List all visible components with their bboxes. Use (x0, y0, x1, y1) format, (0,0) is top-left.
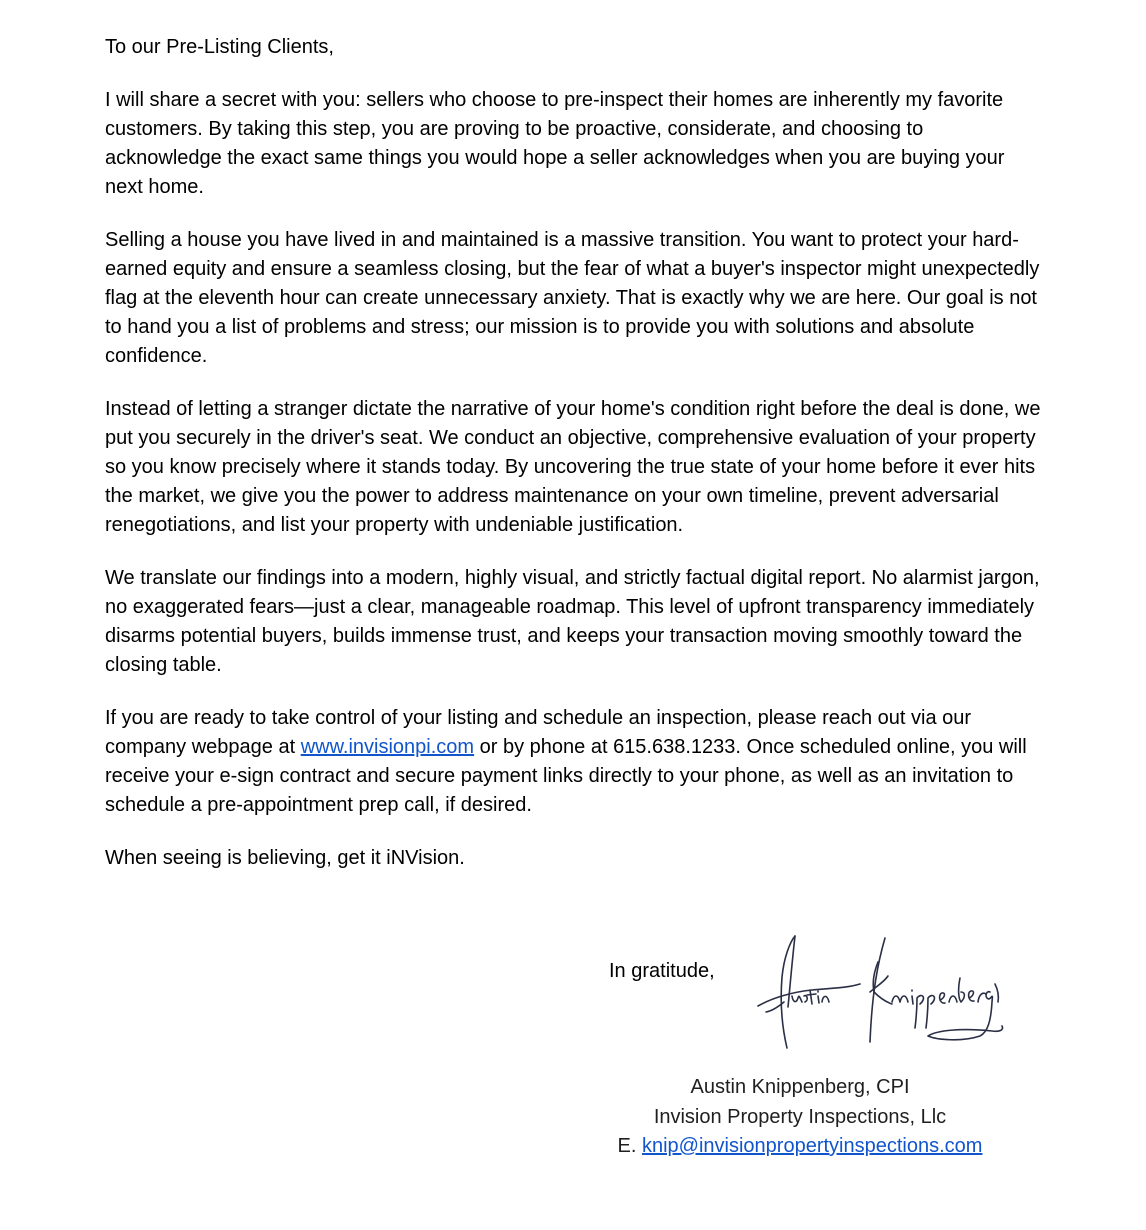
handwritten-signature (752, 932, 1012, 1054)
contact-text-before-link: If you are ready to take control of your listing and schedule an inspection, please reach out via our company webpage at (105, 707, 972, 758)
salutation: To our Pre-Listing Clients, (105, 36, 334, 58)
contact-text-after-link: or by phone at 615.638.1233. Once scheduled online, you will receive your e-sign contract and secure payment links directly to your phone, as well as an invitation to schedule a pre-appointment prep call, if desired. (105, 736, 1027, 816)
paragraph-report: We translate our findings into a modern, highly visual, and strictly factual digital report. No alarmist jargon, no exaggerated fears—just a clear, manageable roadmap. This level of upfront transparency immediately disarms potential buyers, builds immense trust, and keeps your transaction moving smoothly toward the closing table. (105, 567, 1040, 676)
signer-email-line (560, 1132, 1040, 1162)
closing-text: In gratitude, (609, 960, 715, 982)
signature-block (560, 1073, 1040, 1162)
website-link[interactable]: www.invisionpi.com (300, 736, 475, 758)
paragraph-tagline: When seeing is believing, get it iNVision. (105, 847, 465, 869)
paragraph-intro: I will share a secret with you: sellers who choose to pre-inspect their homes are inherently my favorite customers. By taking this step, you are proving to be proactive, considerate, and choosing to acknowledge the exact same things you would hope a seller acknowledges when you are buying your next home. (105, 89, 1005, 198)
letter-body (105, 33, 1045, 897)
paragraph-contact (105, 704, 1045, 820)
signer-company: Invision Property Inspections, Llc (653, 1105, 947, 1128)
paragraph-transition: Selling a house you have lived in and maintained is a massive transition. You want to protect your hard-earned equity and ensure a seamless closing, but the fear of what a buyer's inspector might unexpectedly flag at the eleventh hour can create unnecessary anxiety. That is exactly why we are here. Our goal is not to hand you a list of problems and stress; our mission is to provide you with solutions and absolute confidence. (105, 229, 1040, 367)
paragraph-evaluation: Instead of letting a stranger dictate the narrative of your home's condition right before the deal is done, we put you securely in the driver's seat. We conduct an objective, comprehensive evaluation of your property so you know precisely where it stands today. By uncovering the true state of your home before it ever hits the market, we give you the power to address maintenance on your own timeline, prevent adversarial renegotiations, and list your property with undeniable justification. (105, 398, 1041, 536)
email-prefix: E. (617, 1135, 642, 1157)
email-link[interactable]: knip@invisionpropertyinspections.com (641, 1135, 983, 1157)
signer-name: Austin Knippenberg, CPI (690, 1076, 910, 1098)
